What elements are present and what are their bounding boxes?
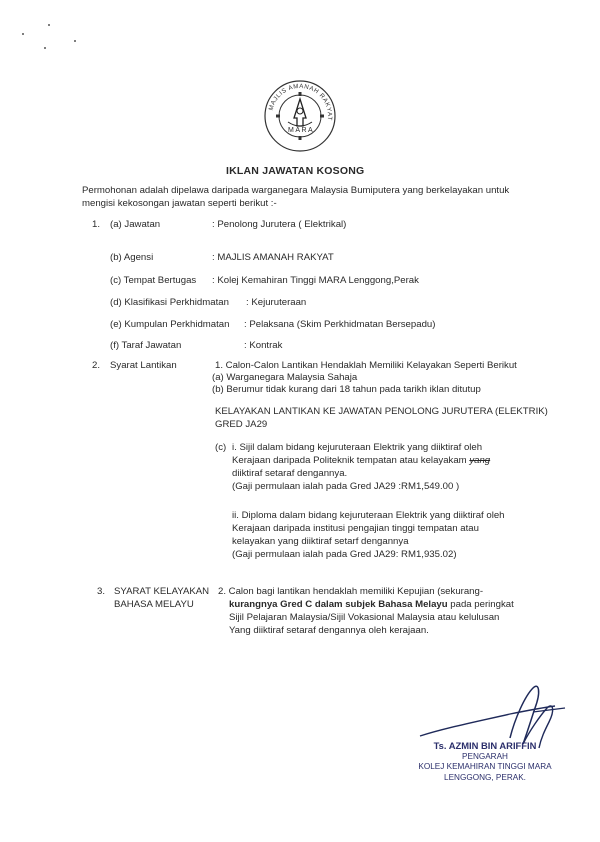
bahasa-line-4: Yang diiktiraf setaraf dengannya oleh kerajaan. — [229, 625, 429, 636]
section-1-number: 1. — [92, 219, 101, 230]
jawatan-label: (a) Jawatan — [110, 219, 161, 230]
syarat-line-b: (b) Berumur tidak kurang dari 18 tahun pada tarikh iklan ditutup — [212, 384, 481, 395]
item-c-prefix: (c) — [215, 442, 227, 453]
bahasa-line-3: Sijil Pelajaran Malaysia/Sijil Vokasional Malaysia atau kelulusan — [229, 612, 500, 623]
bahasa-line-1: 2. Calon bagi lantikan hendaklah memiliki Kepujian (sekurang- — [218, 586, 484, 597]
syarat-line-a: (a) Warganegara Malaysia Sahaja — [212, 372, 358, 383]
jawatan-value: : Penolong Jurutera ( Elektrikal) — [212, 219, 347, 230]
scan-speck — [44, 47, 46, 49]
klasifikasi-label: (d) Klasifikasi Perkhidmatan — [110, 297, 229, 308]
item-i-line-2-text: Kerajaan daripada Politeknik tempatan atau kelayakam — [232, 455, 467, 466]
intro-line-2: mengisi kekosongan jawatan seperti berikut :- — [82, 198, 277, 209]
signatory-place: LENGGONG, PERAK. — [444, 772, 526, 782]
bahasa-label-1: SYARAT KELAYAKAN — [114, 586, 210, 597]
item-ii-line-3: kelayakan yang diiktiraf setarf dengannya — [232, 536, 409, 547]
signature-block — [410, 741, 560, 783]
bahasa-line-2-bold: kurangnya Gred C dalam subjek Bahasa Melayu — [229, 599, 448, 610]
item-i-line-2 — [232, 454, 490, 467]
kumpulan-value: : Pelaksana (Skim Perkhidmatan Bersepadu) — [244, 319, 436, 330]
item-ii-line-1: ii. Diploma dalam bidang kejuruteraan Elektrik yang diiktiraf oleh — [232, 510, 505, 521]
item-i-line-1: i. Sijil dalam bidang kejuruteraan Elektrik yang diiktiraf oleh — [232, 442, 483, 453]
section-2-number: 2. — [92, 360, 101, 371]
scan-speck — [74, 40, 76, 42]
taraf-jawatan-label: (f) Taraf Jawatan — [110, 340, 182, 351]
page-title: IKLAN JAWATAN KOSONG — [226, 165, 365, 177]
tempat-bertugas-label: (c) Tempat Bertugas — [110, 275, 197, 286]
scan-speck — [48, 24, 50, 26]
kelayakan-heading-1: KELAYAKAN LANTIKAN KE JAWATAN PENOLONG JURUTERA (ELEKTRIK) — [215, 406, 548, 417]
logo-label: MARA — [288, 127, 315, 134]
section-3-number: 3. — [97, 586, 106, 597]
mara-logo — [262, 78, 338, 154]
item-i-line-3: diiktiraf setaraf dengannya. — [232, 468, 348, 479]
kelayakan-heading-2: GRED JA29 — [215, 419, 268, 430]
syarat-line-1: 1. Calon-Calon Lantikan Hendaklah Memiliki Kelayakan Seperti Berikut — [215, 360, 517, 371]
signatory-org: KOLEJ KEMAHIRAN TINGGI MARA — [418, 762, 552, 771]
signatory-title: PENGARAH — [462, 751, 508, 761]
taraf-jawatan-value: : Kontrak — [244, 340, 283, 351]
scan-speck — [22, 33, 24, 35]
struck-word: yang — [469, 455, 491, 466]
bahasa-label-2: BAHASA MELAYU — [114, 599, 194, 610]
intro-line-1: Permohonan adalah dipelawa daripada warganegara Malaysia Bumiputera yang berkelayakan untuk — [82, 185, 510, 196]
logo-ring-text: MAJLIS AMANAH RAKYAT — [267, 82, 334, 122]
syarat-lantikan-label: Syarat Lantikan — [110, 360, 177, 371]
item-ii-line-2: Kerajaan daripada institusi pengajian tinggi tempatan atau — [232, 523, 479, 534]
bahasa-line-2-rest: pada peringkat — [447, 599, 514, 610]
tempat-bertugas-value: : Kolej Kemahiran Tinggi MARA Lenggong,Perak — [212, 275, 419, 286]
kumpulan-label: (e) Kumpulan Perkhidmatan — [110, 319, 230, 330]
item-ii-salary: (Gaji permulaan ialah pada Gred JA29: RM1,935.02) — [232, 549, 457, 560]
agensi-label: (b) Agensi — [110, 252, 154, 263]
bahasa-line-2 — [229, 598, 514, 611]
mara-emblem — [262, 78, 338, 154]
klasifikasi-value: : Kejuruteraan — [246, 297, 307, 308]
agensi-value: : MAJLIS AMANAH RAKYAT — [212, 252, 334, 263]
signatory-name: Ts. AZMIN BIN ARIFFIN — [433, 740, 537, 751]
item-i-salary: (Gaji permulaan ialah pada Gred JA29 :RM1,549.00 ) — [232, 481, 460, 492]
